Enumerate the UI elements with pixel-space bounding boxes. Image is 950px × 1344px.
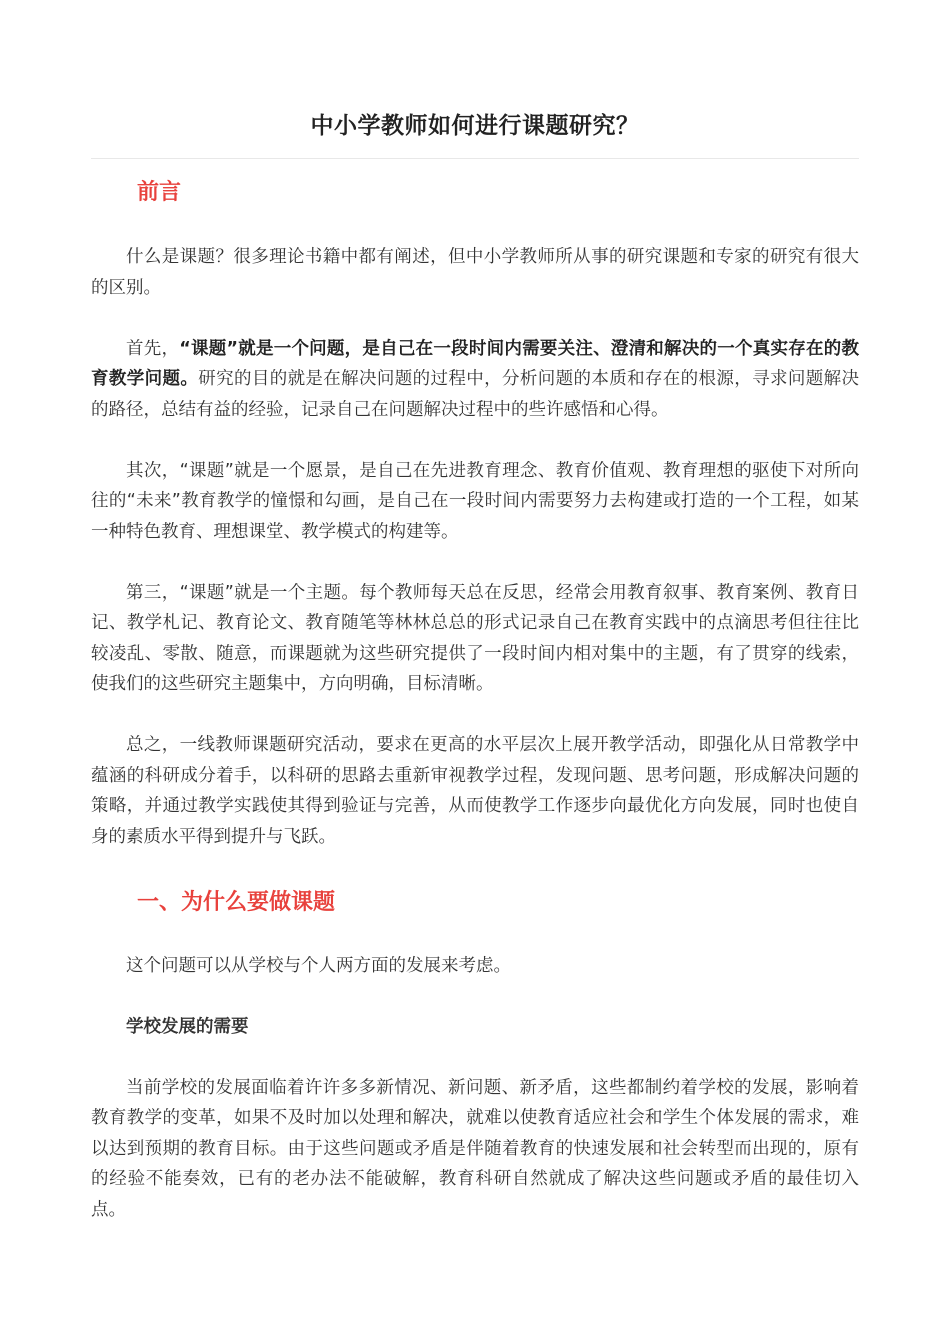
paragraph-summary: 总之，一线教师课题研究活动，要求在更高的水平层次上展开教学活动，即强化从日常教学中蕴涵的科研成分着手，以科研的思路去重新审视教学过程，发现问题、思考问题，形成解决问题的策略，并通过教学实践使其得到验证与完善，从而使教学工作逐步向最优化方向发展，同时也使自身的素质水平得到提升与飞跃。 [91,735,859,847]
paragraph-first-point [91,334,859,426]
paragraph-second-point: 其次，“课题”就是一个愿景，是自己在先进教育理念、教育价值观、教育理想的驱使下对所向往的“未来”教育教学的憧憬和勾画，是自己在一段时间内需要努力去构建或打造的一个工程，如某一种特色教育、理想课堂、教学模式的构建等。 [91,460,859,542]
paragraph-section1-intro: 这个问题可以从学校与个人两方面的发展来考虑。 [126,956,511,976]
subheading-school-needs: 学校发展的需要 [126,1016,249,1037]
section-heading-why: 一、为什么要做课题 [137,890,336,915]
paragraph-school-needs: 当前学校的发展面临着许许多多新情况、新问题、新矛盾，这些都制约着学校的发展，影响着教育教学的变革，如果不及时加以处理和解决，就难以使教育适应社会和学生个体发展的需求，难以达到预期的教育目标。由于这些问题或矛盾是伴随着教育的快速发展和社会转型而出现的，原有的经验不能奏效，已有的老办法不能破解，教育科研自然就成了解决这些问题或矛盾的最佳切入点。 [91,1077,859,1220]
preface-heading: 前言 [137,180,182,205]
document-page [91,0,859,1225]
paragraph-third-point: 第三，“课题”就是一个主题。每个教师每天总在反思，经常会用教育叙事、教育案例、教育日记、教学札记、教育论文、教育随笔等林林总总的形式记录自己在教育实践中的点滴思考但往往比较凌乱、零散、随意，而课题就为这些研究提供了一段时间内相对集中的主题，有了贯穿的线索，使我们的这些研究主题集中，方向明确，目标清晰。 [91,582,859,694]
paragraph-first-point-bold: “课题”就是一个问题，是自己在一段时间内需要关注、澄清和解决的一个真实存在的教育教学问题。 [91,338,859,389]
title-divider [91,158,859,159]
paragraph-intro: 什么是课题？很多理论书籍中都有阐述，但中小学教师所从事的研究课题和专家的研究有很大的区别。 [91,247,859,298]
paragraph-first-point-rest: 研究的目的就是在解决问题的过程中，分析问题的本质和存在的根源，寻求问题解决的路径，总结有益的经验，记录自己在问题解决过程中的些许感悟和心得。 [91,369,860,420]
paragraph-first-point-lead: 首先， [126,338,180,359]
page-title: 中小学教师如何进行课题研究？ [310,113,640,139]
